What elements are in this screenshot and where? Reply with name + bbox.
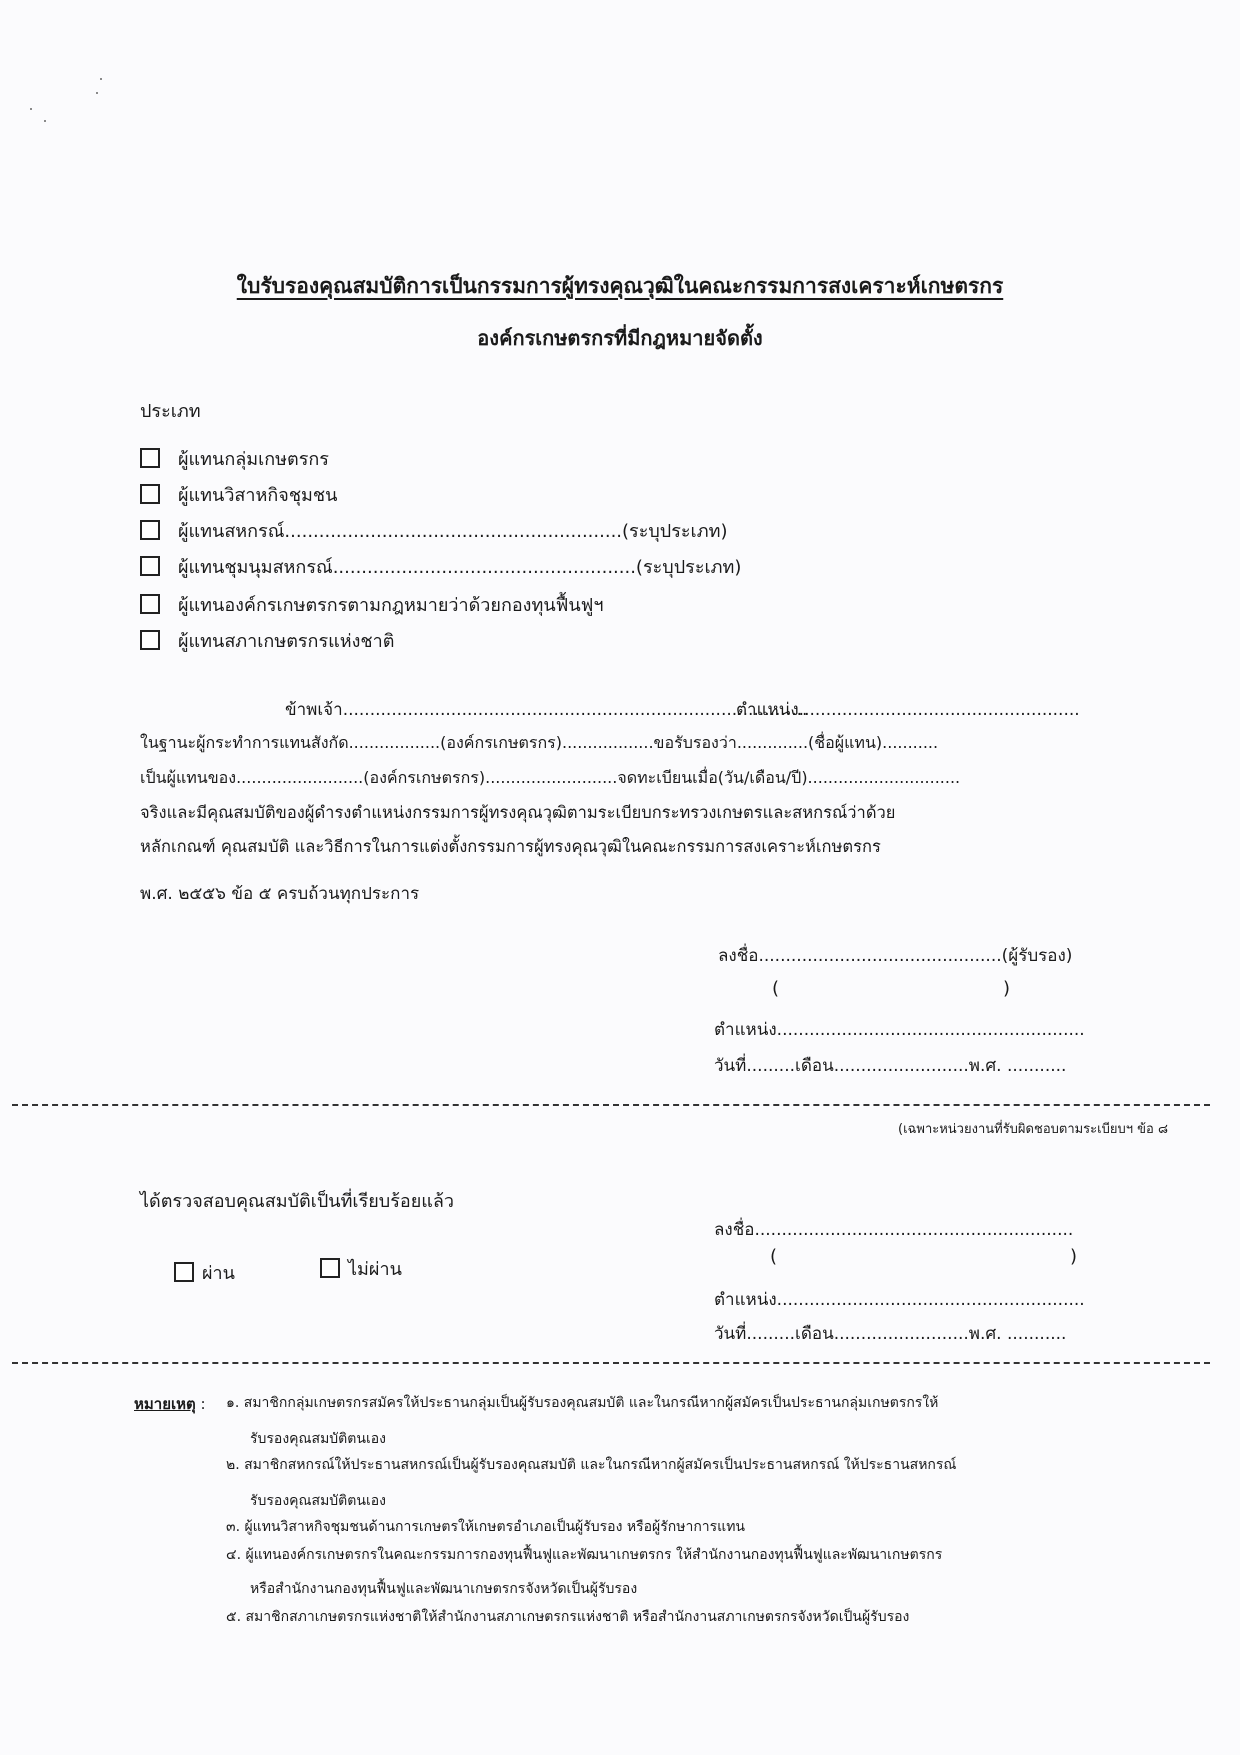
representative-org-line: ในฐานะผู้กระทำการแทนสังกัด..................(องค์กรเกษตรกร)..................ขอรับรองว่า..............(ชื่อผู้แทน)........... — [140, 733, 939, 752]
type-option-label: ผู้แทนชุมนุมสหกรณ์.....................................................(ระบุประเภท) — [178, 557, 742, 578]
certifier-position-line: ตำแหน่ง......................................................... — [714, 1020, 1085, 1040]
remark-item: ๕. สมาชิกสภาเกษตรกรแห่งชาติให้สำนักงานสภาเกษตรกรแห่งชาติ หรือสำนักงานสภาเกษตรกรจังหวัดเป็นผู้รับรอง — [226, 1609, 910, 1625]
verifier-date-line: วันที่.........เดือน.........................พ.ศ. ........... — [714, 1324, 1067, 1344]
name-paren-close: ) — [1003, 978, 1011, 999]
type-option-cooperative-federation[interactable] — [140, 552, 741, 581]
section-divider — [12, 1362, 1210, 1364]
checkbox[interactable] — [320, 1258, 340, 1278]
declaration-text: จริงและมีคุณสมบัติของผู้ดำรงตำแหน่งกรรมการผู้ทรงคุณวุฒิตามระเบียบกระทรวงเกษตรและสหกรณ์ว่าด้วย — [140, 803, 896, 822]
scan-speck — [44, 120, 46, 122]
type-label: ประเภท — [140, 401, 201, 422]
remark-item: ๒. สมาชิกสหกรณ์ให้ประธานสหกรณ์เป็นผู้รับรองคุณสมบัติ และในกรณีหากผู้สมัครเป็นประธานสหกรณ์ ให้ประธานสหกรณ์ — [226, 1457, 957, 1473]
type-option-label: ผู้แทนองค์กรเกษตรกรตามกฎหมายว่าด้วยกองทุนฟื้นฟูฯ — [178, 595, 604, 616]
type-option-label: ผู้แทนวิสาหกิจชุมชน — [178, 485, 338, 506]
verification-heading: ได้ตรวจสอบคุณสมบัติเป็นที่เรียบร้อยแล้ว — [140, 1191, 454, 1212]
checkbox[interactable] — [140, 484, 160, 504]
fail-option[interactable] — [320, 1254, 402, 1283]
agency-only-note: (เฉพาะหน่วยงานที่รับผิดชอบตามระเบียบฯ ข้อ ๘ — [898, 1122, 1169, 1137]
form-title: ใบรับรองคุณสมบัติการเป็นกรรมการผู้ทรงคุณวุฒิในคณะกรรมการสงเคราะห์เกษตรกร — [236, 274, 1004, 298]
checkbox[interactable] — [174, 1262, 194, 1282]
remark-item-continued: รับรองคุณสมบัติตนเอง — [250, 1431, 386, 1447]
type-option-farmer-group[interactable] — [140, 444, 329, 473]
type-option-community-enterprise[interactable] — [140, 480, 337, 509]
checkbox[interactable] — [140, 556, 160, 576]
scan-speck — [100, 78, 102, 80]
fail-label: ไม่ผ่าน — [348, 1259, 402, 1280]
pass-option[interactable] — [174, 1258, 235, 1287]
declaration-text: หลักเกณฑ์ คุณสมบัติ และวิธีการในการแต่งตั้งกรรมการผู้ทรงคุณวุฒิในคณะกรรมการสงเคราะห์เกษตรกร — [140, 837, 881, 856]
checkbox[interactable] — [140, 594, 160, 614]
name-paren-open: ( — [770, 1246, 778, 1267]
type-option-label: ผู้แทนสภาเกษตรกรแห่งชาติ — [178, 631, 395, 652]
remark-item-continued: หรือสำนักงานกองทุนฟื้นฟูและพัฒนาเกษตรกรจังหวัดเป็นผู้รับรอง — [250, 1581, 638, 1597]
certifier-signature-line: ลงชื่อ.............................................(ผู้รับรอง) — [718, 946, 1073, 966]
type-option-label: ผู้แทนสหกรณ์...........................................................(ระบุประเภท) — [178, 521, 728, 542]
checkbox[interactable] — [140, 520, 160, 540]
remark-item: ๑. สมาชิกกลุ่มเกษตรกรสมัครให้ประธานกลุ่มเป็นผู้รับรองคุณสมบัติ และในกรณีหากผู้สมัครเป็นประธานกลุ่มเกษตรกรให้ — [226, 1395, 939, 1411]
checkbox[interactable] — [140, 630, 160, 650]
declaration-text: พ.ศ. ๒๕๕๖ ข้อ ๕ ครบถ้วนทุกประการ — [140, 884, 420, 904]
type-option-cooperative[interactable] — [140, 516, 727, 545]
type-option-recovery-fund-org[interactable] — [140, 590, 604, 619]
form-subtitle: องค์กรเกษตรกรที่มีกฎหมายจัดตั้ง — [477, 326, 763, 350]
scan-speck — [30, 108, 32, 110]
name-paren-open: ( — [772, 978, 780, 999]
name-paren-close: ) — [1070, 1246, 1078, 1267]
declarant-name-line: ข้าพเจ้า...................................................................................... — [285, 700, 808, 720]
certifier-date-line: วันที่.........เดือน.........................พ.ศ. ........... — [714, 1056, 1067, 1076]
verifier-signature-line: ลงชื่อ........................................................... — [714, 1220, 1074, 1240]
remarks-colon: : — [200, 1395, 206, 1413]
remarks-label: หมายเหตุ — [134, 1395, 196, 1413]
section-divider — [12, 1104, 1210, 1106]
declarant-position-line: ตำแหน่ง.................................................... — [736, 700, 1080, 720]
pass-label: ผ่าน — [202, 1263, 235, 1284]
checkbox[interactable] — [140, 448, 160, 468]
remark-item: ๓. ผู้แทนวิสาหกิจชุมชนด้านการเกษตรให้เกษตรอำเภอเป็นผู้รับรอง หรือผู้รักษาการแทน — [226, 1519, 746, 1535]
verifier-position-line: ตำแหน่ง......................................................... — [714, 1290, 1085, 1310]
scan-speck — [96, 92, 98, 94]
remarks-heading — [134, 1392, 206, 1416]
type-option-national-farmers-council[interactable] — [140, 626, 394, 655]
remark-item: ๔. ผู้แทนองค์กรเกษตรกรในคณะกรรมการกองทุนฟื้นฟูและพัฒนาเกษตรกร ให้สำนักงานกองทุนฟื้นฟูและพัฒนาเกษตรกร — [226, 1547, 943, 1563]
type-option-label: ผู้แทนกลุ่มเกษตรกร — [178, 449, 329, 470]
representative-of-line: เป็นผู้แทนของ.........................(องค์กรเกษตรกร)..........................จดทะเบียนเมื่อ(วัน/เดือน/ปี).............................. — [140, 768, 961, 787]
remark-item-continued: รับรองคุณสมบัติตนเอง — [250, 1493, 386, 1509]
